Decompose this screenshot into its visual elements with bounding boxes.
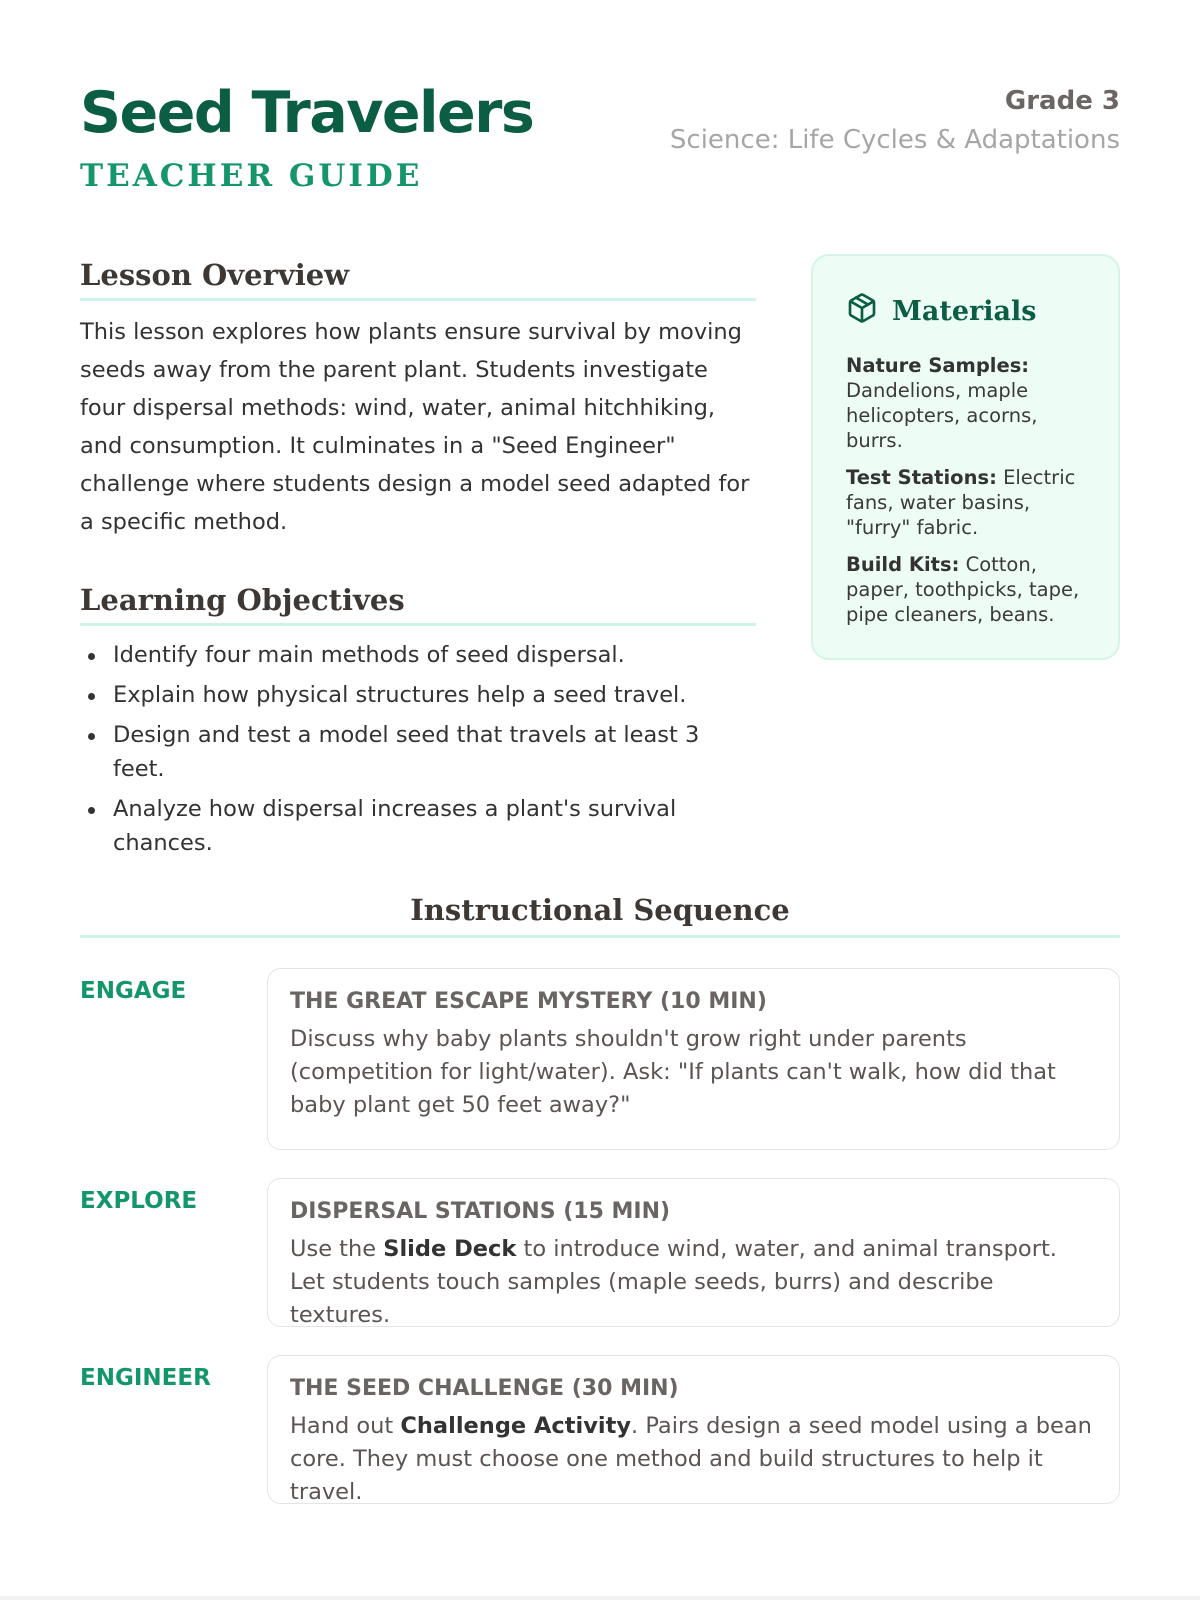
objectives-list bbox=[80, 638, 756, 860]
list-item bbox=[80, 678, 756, 712]
phase-label: EXPLORE bbox=[80, 1188, 198, 1214]
bullet-icon bbox=[88, 653, 95, 660]
body-text: to introduce wind, water, and animal transport. Let students touch samples (maple seeds, burrs) and describe textures. bbox=[290, 1236, 1057, 1328]
slide-deck-reference: Slide Deck bbox=[383, 1236, 517, 1262]
objective-text: Design and test a model seed that travels at least 3 feet. bbox=[113, 722, 700, 782]
materials-heading: Materials bbox=[892, 296, 1037, 327]
page-title: Seed Travelers bbox=[80, 80, 534, 146]
left-column bbox=[80, 258, 756, 866]
material-item bbox=[846, 353, 1085, 453]
material-text: Electric fans, water basins, "furry" fabric. bbox=[846, 466, 1076, 539]
materials-card bbox=[811, 254, 1120, 660]
phase-label: ENGINEER bbox=[80, 1365, 211, 1391]
material-label: Test Stations: bbox=[846, 466, 997, 489]
course-label: Science: Life Cycles & Adaptations bbox=[669, 125, 1120, 155]
materials-header bbox=[846, 292, 1085, 331]
challenge-activity-reference: Challenge Activity bbox=[400, 1413, 632, 1439]
material-label: Nature Samples: bbox=[846, 354, 1030, 377]
phase-card bbox=[267, 1355, 1120, 1504]
phase-body bbox=[290, 1410, 1097, 1509]
grade-label: Grade 3 bbox=[1004, 86, 1120, 116]
phase-card bbox=[267, 968, 1120, 1150]
phase-card bbox=[267, 1178, 1120, 1327]
material-item bbox=[846, 552, 1085, 627]
overview-heading: Lesson Overview bbox=[80, 258, 756, 301]
body-text: Hand out bbox=[290, 1413, 401, 1439]
list-item bbox=[80, 718, 756, 786]
bullet-icon bbox=[88, 693, 95, 700]
material-label: Build Kits: bbox=[846, 553, 960, 576]
teacher-guide-page bbox=[80, 0, 1120, 1600]
page-bottom-edge bbox=[0, 1596, 1200, 1600]
objective-text: Analyze how dispersal increases a plant's survival chances. bbox=[113, 796, 677, 856]
bullet-icon bbox=[88, 807, 95, 814]
objective-text: Identify four main methods of seed dispersal. bbox=[113, 642, 625, 668]
material-item bbox=[846, 465, 1085, 540]
material-text: Cotton, paper, toothpicks, tape, pipe cleaners, beans. bbox=[846, 553, 1080, 626]
phase-title: THE GREAT ESCAPE MYSTERY (10 MIN) bbox=[290, 989, 767, 1014]
material-text: Dandelions, maple helicopters, acorns, burrs. bbox=[846, 379, 1038, 452]
list-item bbox=[80, 792, 756, 860]
objective-text: Explain how physical structures help a seed travel. bbox=[113, 682, 687, 708]
phase-title: THE SEED CHALLENGE (30 MIN) bbox=[290, 1376, 679, 1401]
phase-title: DISPERSAL STATIONS (15 MIN) bbox=[290, 1199, 671, 1224]
page-subtitle: TEACHER GUIDE bbox=[80, 158, 423, 194]
body-text: . Pairs design a seed model using a bean core. They must choose one method and build structures to help it travel. bbox=[290, 1413, 1092, 1505]
overview-text: This lesson explores how plants ensure survival by moving seeds away from the parent plant. Students investigate four dispersal methods: wind, water, animal hitchhiking, and consumption. It culminates in a "Seed Engineer" challenge where students design a model seed adapted for a specific method. bbox=[80, 319, 750, 535]
sequence-heading: Instructional Sequence bbox=[80, 893, 1120, 938]
phase-body: Discuss why baby plants shouldn't grow right under parents (competition for light/water). Ask: "If plants can't walk, how did that baby plant get 50 feet away?" bbox=[290, 1026, 1056, 1118]
phase-body bbox=[290, 1233, 1097, 1332]
package-icon bbox=[846, 292, 878, 331]
objectives-heading: Learning Objectives bbox=[80, 583, 756, 626]
body-text: Use the bbox=[290, 1236, 384, 1262]
phase-label: ENGAGE bbox=[80, 978, 187, 1004]
bullet-icon bbox=[88, 733, 95, 740]
page-header bbox=[80, 78, 1120, 208]
list-item bbox=[80, 638, 756, 672]
